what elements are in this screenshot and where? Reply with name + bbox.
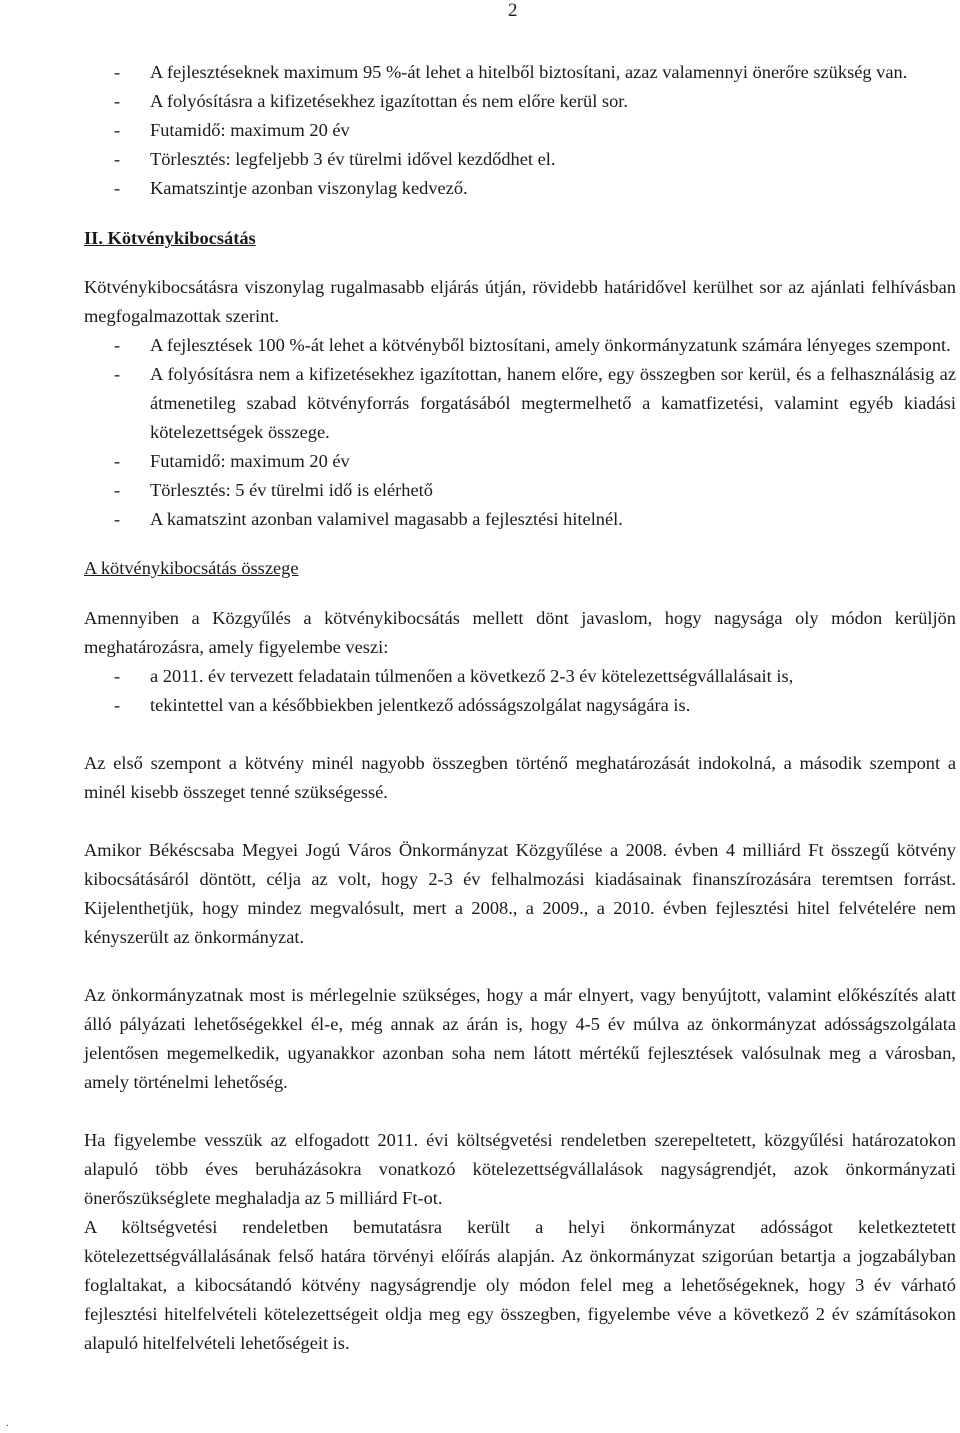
paragraph: Az első szempont a kötvény minél nagyobb összegben történő meghatározását indokolná, a második szempont a minél kisebb összeget tenné szükségessé. [84,753,956,802]
document-body [84,58,956,1358]
page-number: 2 [508,0,518,21]
paragraph: Az önkormányzatnak most is mérlegelnie szükséges, hogy a már elnyert, vagy benyújtott, valamint előkészítés alatt álló pályázati lehetőségekkel él-e, még annak az árán is, hogy 4-5 év múlva az önkormányzat adósságszolgálata jelentősen megemelkedik, ugyanakkor azonban soha nem látott mértékű fejlesztések valósulnak meg a városban, amely történelmi lehetőség. [84,985,956,1092]
bond-features-list [84,331,956,534]
paragraph: Amikor Békéscsaba Megyei Jogú Város Önkormányzat Közgyűlése a 2008. évben 4 milliárd Ft összegű kötvény kibocsátásáról döntött, célja az volt, hogy 2-3 év felhalmozási kiadásainak finanszírozására teremtsen forrást. Kijelenthetjük, hogy mindez megvalósult, mert a 2008., a 2009., a 2010. évben fejlesztési hitel felvételére nem kényszerült az önkormányzat. [84,840,956,947]
paragraph: A költségvetési rendeletben bemutatásra került a helyi önkormányzat adósságot keletkeztetett kötelezettségvállalásának felső határa törvényi előírás alapján. Az önkormányzat szigorúan betartja a jogzabályban foglaltakat, a kibocsátandó kötvény nagyságrendje oly módon felel meg a lehetőségeknek, hogy 3 év várható fejlesztési hitelfelvételi kötelezettségeit oldja meg egy összegben, figyelembe véve a következő 2 év számításokon alapuló hitelfelvételi lehetőségeit is. [84,1217,956,1353]
list-item: - Futamidő: maximum 20 év [84,116,956,145]
amount-criteria-list [84,662,956,720]
list-item: - A folyósításra nem a kifizetésekhez igazítottan, hanem előre, egy összegben sor kerül, és a felhasználásig az átmenetileg szabad kötvényforrás forgatásából megtermelhető a kamatfizetési, valamint egyéb kiadási kötelezettségek összege. [84,360,956,447]
scan-mark: . [6,1418,9,1429]
loan-features-list [84,58,956,203]
list-item: - A folyósításra a kifizetésekhez igazítottan és nem előre kerül sor. [84,87,956,116]
amount-intro: Amennyiben a Közgyűlés a kötvénykibocsátás mellett dönt javaslom, hogy nagysága oly módon kerüljön meghatározásra, amely figyelembe veszi: [84,608,956,657]
list-item: - Kamatszintje azonban viszonylag kedvező. [84,174,956,203]
list-item: - A kamatszint azonban valamivel magasabb a fejlesztési hitelnél. [84,505,956,534]
list-item: - a 2011. év tervezett feladatain túlmenően a következő 2-3 év kötelezettségvállalásait is, [84,662,956,691]
list-item: - A fejlesztések 100 %-át lehet a kötvényből biztosítani, amely önkormányzatunk számára lényeges szempont. [84,331,956,360]
list-item: - A fejlesztéseknek maximum 95 %-át lehet a hitelből biztosítani, azaz valamennyi önerőre szükség van. [84,58,956,87]
paragraph: Ha figyelembe vesszük az elfogadott 2011. évi költségvetési rendeletben szerepeltetett, közgyűlési határozatokon alapuló több éves beruházásokra vonatkozó kötelezettségvállalások nagyságrendjét, azok önkormányzati önerőszükséglete meghaladja az 5 milliárd Ft-ot. [84,1130,956,1208]
list-item: - Törlesztés: legfeljebb 3 év türelmi idővel kezdődhet el. [84,145,956,174]
list-item: - Törlesztés: 5 év türelmi idő is elérhető [84,476,956,505]
section-heading: II. Kötvénykibocsátás [84,228,256,248]
section-intro: Kötvénykibocsátásra viszonylag rugalmasabb eljárás útján, rövidebb határidővel kerülhet sor az ajánlati felhívásban megfogalmazottak szerint. [84,277,956,326]
subsection-heading: A kötvénykibocsátás összege [84,558,299,578]
list-item: - Futamidő: maximum 20 év [84,447,956,476]
list-item: - tekintettel van a későbbiekben jelentkező adósságszolgálat nagyságára is. [84,691,956,720]
